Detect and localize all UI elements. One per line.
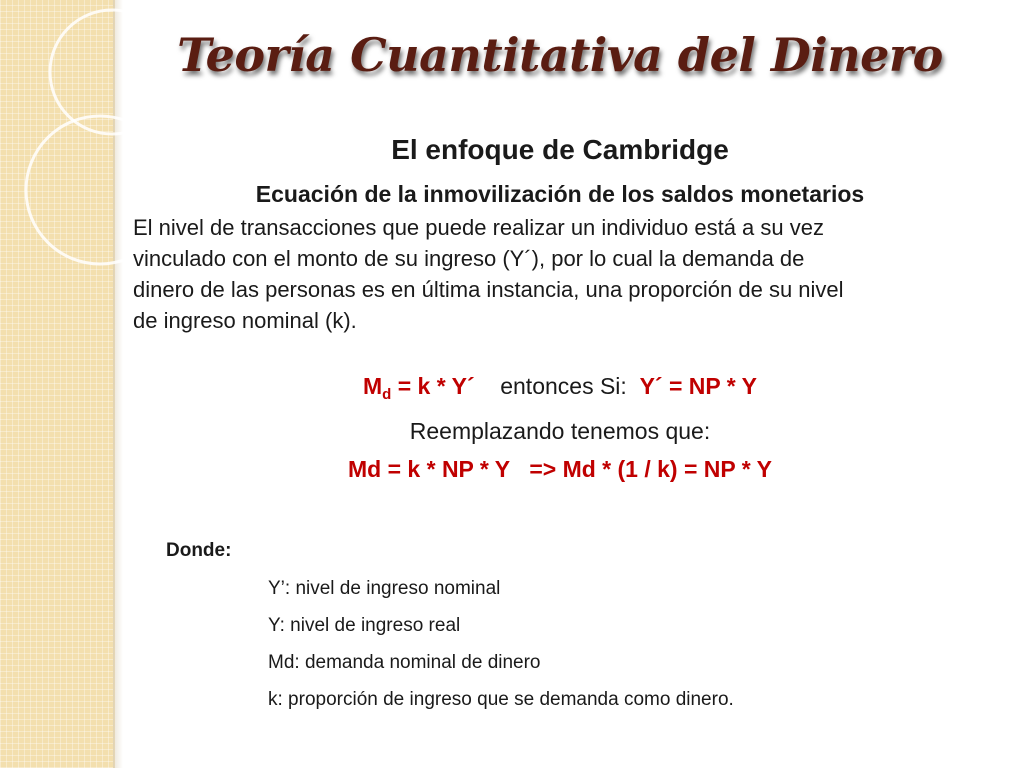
paragraph-line: El nivel de transacciones que puede realizar un individuo está a su vez <box>133 215 824 240</box>
paragraph-line: vinculado con el monto de su ingreso (Y´), por lo cual la demanda de <box>133 246 805 271</box>
formula-final-line <box>130 456 990 483</box>
donde-label: Donde: <box>166 540 232 561</box>
formula-final-right: => Md * (1 / k) = NP * Y <box>529 456 772 482</box>
formula-md <box>362 373 475 403</box>
paragraph-line: de ingreso nominal (k). <box>133 308 357 333</box>
paragraph-line: dinero de las personas es en última instancia, una proporción de su nivel <box>133 277 844 302</box>
slide-subtitle: El enfoque de Cambridge <box>391 134 729 165</box>
md-symbol: M <box>362 373 383 399</box>
formula-md-line <box>130 373 990 403</box>
formula-final-left: Md = k * NP * Y <box>348 456 511 482</box>
slide-title: Teoría Cuantitativa del Dinero <box>177 28 943 82</box>
body-paragraph <box>133 212 973 336</box>
md-rhs: = k * Y´ <box>391 373 475 399</box>
md-subscript: d <box>382 386 392 403</box>
definition-item: k: proporción de ingreso que se demanda como dinero. <box>268 689 734 710</box>
formula-replace-text: Reemplazando tenemos que: <box>409 418 711 444</box>
definition-item: Y: nivel de ingreso real <box>268 615 461 636</box>
definition-item: Y’: nivel de ingreso nominal <box>268 578 501 599</box>
definitions-list <box>268 575 734 723</box>
formula-y-equation: Y´ = NP * Y <box>639 373 757 399</box>
formula-connector: entonces Si: <box>500 373 627 399</box>
definition-item: Md: demanda nominal de dinero <box>268 652 541 673</box>
section-heading: Ecuación de la inmovilización de los saldos monetarios <box>255 181 865 207</box>
